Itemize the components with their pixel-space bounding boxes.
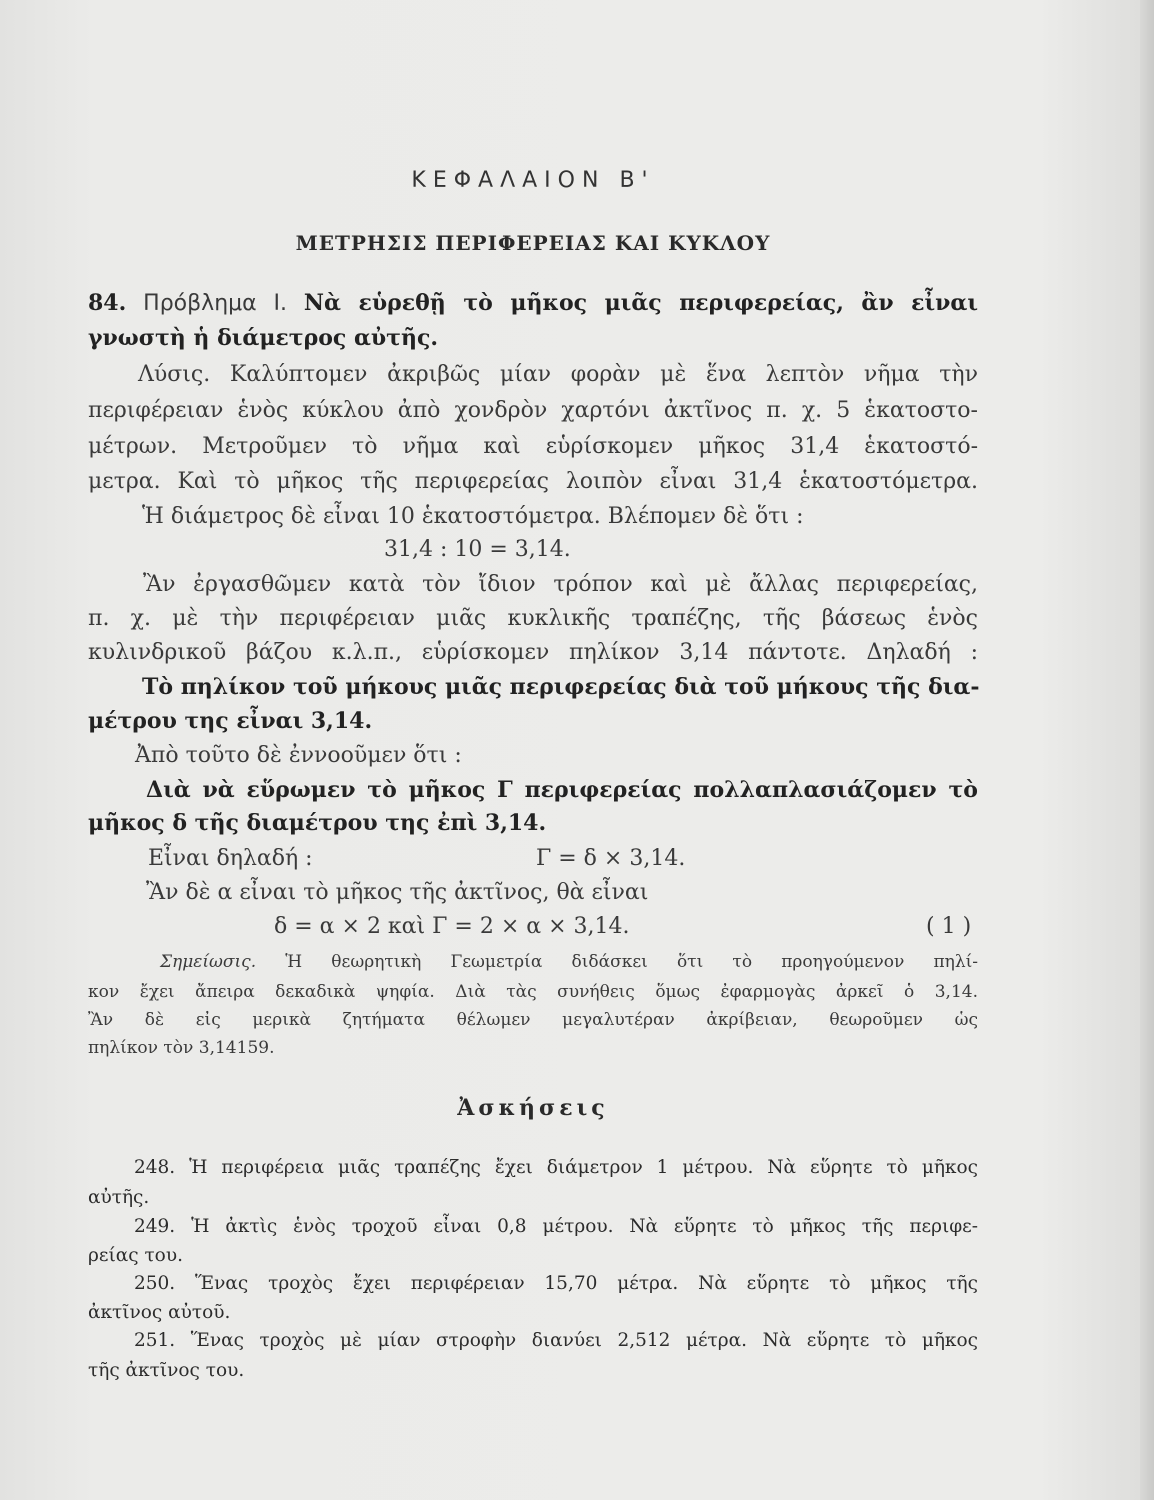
problem-label: Πρόβλημα Ι. [143,291,288,316]
note-line-1 [88,952,978,972]
rule-2-line: μῆκος δ τῆς διαμέτρου της ἐπὶ 3,14. [88,810,547,836]
problem-statement: Νὰ εὑρεθῇ τὸ μῆκος μιᾶς περιφερείας, ἂν εἶναι [303,290,979,316]
exercise-251: 251. Ἕνας τροχὸς μὲ μίαν στροφὴν διανύει 2,512 μέτρα. Νὰ εὕρητε τὸ μῆκος [134,1330,978,1351]
rule-1-line: μέτρου της εἶναι 3,14. [88,708,373,734]
note-line: πηλίκον τὸν 3,14159. [88,1038,275,1058]
exercises-heading: Ἀσκήσεις [457,1095,609,1121]
problem-statement-line-1 [88,290,978,316]
exercise-248: 248. Ἡ περιφέρεια μιᾶς τραπέζης ἔχει διάμετρον 1 μέτρου. Νὰ εὕρητε τὸ μῆκος [134,1157,978,1178]
exercise-251-cont: τῆς ἀκτῖνος του. [88,1360,245,1381]
solution-line: Ἡ διάμετρος δὲ εἶναι 10 ἑκατοστόμετρα. Βλέπομεν δὲ ὅτι : [142,504,804,529]
equation-quotient: 31,4 : 10 = 3,14. [384,537,571,562]
solution-line: μετρα. Καὶ τὸ μῆκος τῆς περιφερείας λοιπὸν εἶναι 31,4 ἑκατοστόμετρα. [88,469,978,494]
exercise-249: 249. Ἡ ἀκτὶς ἑνὸς τροχοῦ εἶναι 0,8 μέτρου. Νὰ εὕρητε τὸ μῆκος τῆς περιφε- [134,1216,978,1237]
equation-number: ( 1 ) [926,914,972,939]
exercise-250: 250. Ἕνας τροχὸς ἔχει περιφέρειαν 15,70 μέτρα. Νὰ εὕρητε τὸ μῆκος τῆς [134,1273,978,1294]
note-line: Ἂν δὲ εἰς μερικὰ ζητήματα θέλωμεν μεγαλυτέραν ἀκρίβειαν, θεωροῦμεν ὡς [88,1010,978,1030]
solution-line: μέτρων. Μετροῦμεν τὸ νῆμα καὶ εὑρίσκομεν μῆκος 31,4 ἑκατοστό- [88,434,978,459]
page-edge-shadow [1140,0,1154,1500]
solution-line: περιφέρειαν ἑνὸς κύκλου ἀπὸ χονδρὸν χαρτόνι ἀκτῖνος π. χ. 5 ἑκατοστο- [88,398,978,423]
note-label: Σημείωσις. [160,952,257,972]
note-line: κον ἔχει ἄπειρα δεκαδικὰ ψηφία. Διὰ τὰς συνήθεις ὅμως ἐφαρμογὰς ἀρκεῖ ὁ 3,14. [88,982,978,1002]
general-line: π. χ. μὲ τὴν περιφέρειαν μιᾶς κυκλικῆς τραπέζης, τῆς βάσεως ἑνὸς [88,606,978,631]
note-text: Ἡ θεωρητικὴ Γεωμετρία διδάσκει ὅτι τὸ προηγούμενον πηλί- [285,952,979,972]
exercise-250-cont: ἀκτῖνος αὐτοῦ. [88,1302,231,1323]
problem-number: 84. [88,290,127,316]
rule-2-line: Διὰ νὰ εὕρωμεν τὸ μῆκος Γ περιφερείας πολλαπλασιάζομεν τὸ [146,777,978,803]
understand-line: Ἀπὸ τοῦτο δὲ ἐννοοῦμεν ὅτι : [135,743,462,768]
formula-intro: Εἶναι δηλαδή : [148,846,313,871]
formula-radius-expression: δ = α × 2 καὶ Γ = 2 × α × 3,14. [274,914,630,939]
section-title: ΜΕΤΡΗΣΙΣ ΠΕΡΙΦΕΡΕΙΑΣ ΚΑΙ ΚΥΚΛΟΥ [295,231,771,255]
formula-radius-line: Ἂν δὲ α εἶναι τὸ μῆκος τῆς ἀκτῖνος, θὰ εἶναι [146,880,649,905]
general-line: Ἂν ἐργασθῶμεν κατὰ τὸν ἴδιον τρόπον καὶ μὲ ἄλλας περιφερείας, [143,572,978,597]
rule-1-line: Τὸ πηλίκον τοῦ μήκους μιᾶς περιφερείας διὰ τοῦ μήκους τῆς δια- [142,674,980,700]
problem-statement-line-2: γνωστὴ ἡ διάμετρος αὐτῆς. [88,325,439,351]
exercise-248-cont: αὐτῆς. [88,1187,150,1208]
solution-line: Λύσις. Καλύπτομεν ἀκριβῶς μίαν φορὰν μὲ ἕνα λεπτὸν νῆμα τὴν [138,362,978,387]
general-line: κυλινδρικοῦ βάζου κ.λ.π., εὑρίσκομεν πηλίκον 3,14 πάντοτε. Δηλαδή : [88,640,978,665]
exercise-249-cont: ρείας του. [88,1245,183,1266]
formula-circumference: Γ = δ × 3,14. [536,846,686,871]
chapter-heading: ΚΕΦΑΛΑΙΟΝ Β' [411,168,655,193]
